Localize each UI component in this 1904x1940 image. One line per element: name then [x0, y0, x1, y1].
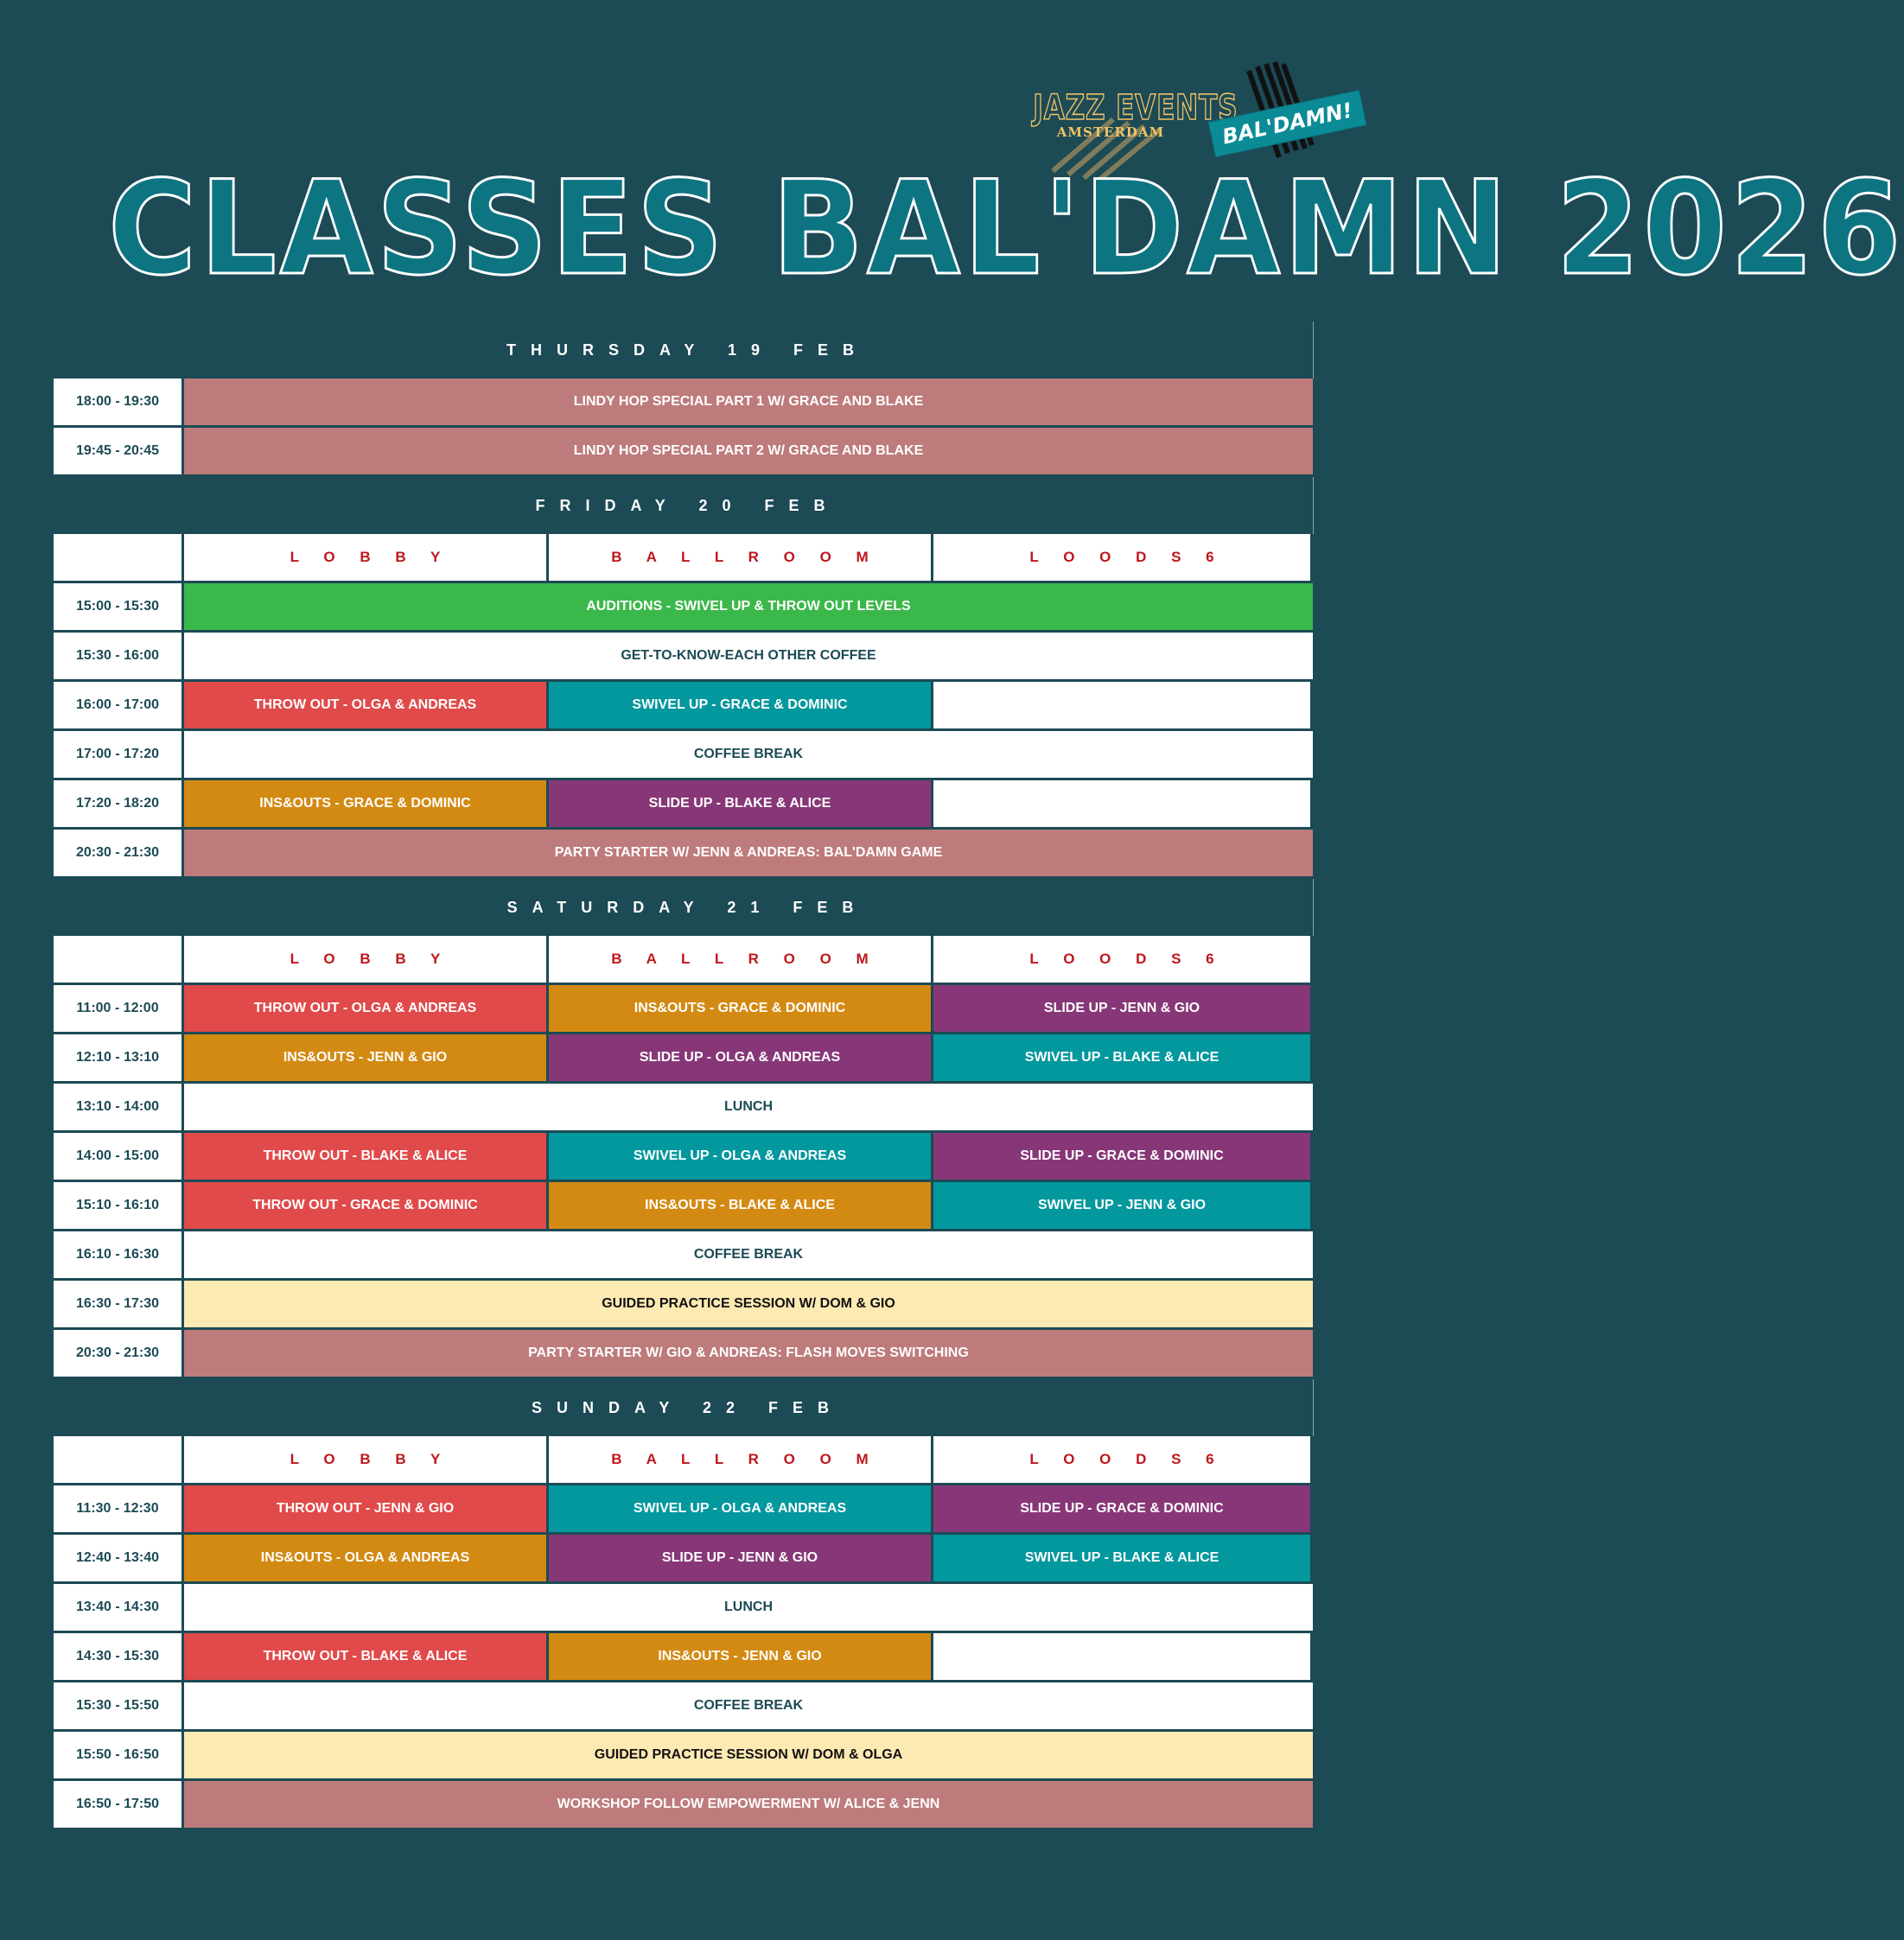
venue-loods6: L O O D S 6 — [933, 1436, 1310, 1483]
schedule-row — [54, 682, 1313, 728]
schedule-row — [54, 378, 1313, 425]
venue-ballroom: B A L L R O O M — [549, 534, 931, 581]
session-loods6 — [933, 780, 1310, 827]
time-slot: 16:50 - 17:50 — [54, 1781, 181, 1828]
session-full-width: COFFEE BREAK — [184, 731, 1313, 778]
time-slot: 14:00 - 15:00 — [54, 1133, 181, 1180]
venue-ballroom: B A L L R O O M — [549, 1436, 931, 1483]
session-lobby: THROW OUT - BLAKE & ALICE — [184, 1133, 546, 1180]
session-full-width: PARTY STARTER W/ GIO & ANDREAS: FLASH MOVES SWITCHING — [184, 1330, 1313, 1377]
session-full-width: PARTY STARTER W/ JENN & ANDREAS: BAL'DAMN GAME — [184, 830, 1313, 876]
day-header-sunday: SUNDAY 22 FEB — [54, 1379, 1314, 1436]
venue-lobby: L O B B Y — [184, 534, 546, 581]
time-slot: 11:30 - 12:30 — [54, 1485, 181, 1532]
session-loods6: SWIVEL UP - BLAKE & ALICE — [933, 1034, 1310, 1081]
session-lobby: THROW OUT - BLAKE & ALICE — [184, 1633, 546, 1680]
session-full-width: GUIDED PRACTICE SESSION W/ DOM & OLGA — [184, 1732, 1313, 1778]
session-full-width: AUDITIONS - SWIVEL UP & THROW OUT LEVELS — [184, 583, 1313, 630]
time-slot: 13:40 - 14:30 — [54, 1584, 181, 1631]
schedule-row — [54, 780, 1313, 827]
session-loods6 — [933, 1633, 1310, 1680]
schedule-row — [54, 1281, 1313, 1327]
time-slot: 17:20 - 18:20 — [54, 780, 181, 827]
time-slot: 18:00 - 19:30 — [54, 378, 181, 425]
session-ballroom: INS&OUTS - JENN & GIO — [549, 1633, 931, 1680]
session-loods6: SWIVEL UP - BLAKE & ALICE — [933, 1535, 1310, 1581]
jazz-events-logo — [1011, 88, 1239, 140]
schedule-row — [54, 1330, 1313, 1377]
session-ballroom: SLIDE UP - JENN & GIO — [549, 1535, 931, 1581]
session-ballroom: SWIVEL UP - OLGA & ANDREAS — [549, 1485, 931, 1532]
schedule-row — [54, 1133, 1313, 1180]
session-lobby: INS&OUTS - GRACE & DOMINIC — [184, 780, 546, 827]
venue-lobby: L O B B Y — [184, 1436, 546, 1483]
schedule-row — [54, 1584, 1313, 1631]
venue-header-row — [54, 1436, 1313, 1483]
jazz-events-title: JAZZ EVENTS — [1033, 88, 1239, 128]
session-ballroom: SLIDE UP - OLGA & ANDREAS — [549, 1034, 931, 1081]
venue-loods6: L O O D S 6 — [933, 534, 1310, 581]
schedule-row — [54, 583, 1313, 630]
time-slot: 12:10 - 13:10 — [54, 1034, 181, 1081]
schedule-row — [54, 1084, 1313, 1130]
session-ballroom: SLIDE UP - BLAKE & ALICE — [549, 780, 931, 827]
session-loods6: SLIDE UP - JENN & GIO — [933, 985, 1310, 1032]
day-header-saturday: SATURDAY 21 FEB — [54, 879, 1314, 936]
session-full-width: LUNCH — [184, 1084, 1313, 1130]
venue-lobby: L O B B Y — [184, 936, 546, 983]
day-header-friday: FRIDAY 20 FEB — [54, 477, 1314, 534]
time-slot: 15:30 - 15:50 — [54, 1682, 181, 1729]
schedule-row — [54, 1485, 1313, 1532]
session-ballroom: INS&OUTS - GRACE & DOMINIC — [549, 985, 931, 1032]
schedule-row — [54, 633, 1313, 679]
venue-corner-cell — [54, 1436, 181, 1483]
session-ballroom: INS&OUTS - BLAKE & ALICE — [549, 1182, 931, 1229]
venue-header-row — [54, 534, 1313, 581]
time-slot: 15:00 - 15:30 — [54, 583, 181, 630]
schedule-row — [54, 1682, 1313, 1729]
time-slot: 15:30 - 16:00 — [54, 633, 181, 679]
schedule-row — [54, 830, 1313, 876]
session-full-width: WORKSHOP FOLLOW EMPOWERMENT W/ ALICE & JENN — [184, 1781, 1313, 1828]
schedule-row — [54, 1182, 1313, 1229]
time-slot: 15:10 - 16:10 — [54, 1182, 181, 1229]
session-lobby: INS&OUTS - OLGA & ANDREAS — [184, 1535, 546, 1581]
time-slot: 16:10 - 16:30 — [54, 1231, 181, 1278]
session-loods6: SWIVEL UP - JENN & GIO — [933, 1182, 1310, 1229]
session-loods6: SLIDE UP - GRACE & DOMINIC — [933, 1133, 1310, 1180]
schedule-row — [54, 985, 1313, 1032]
venue-loods6: L O O D S 6 — [933, 936, 1310, 983]
baldamn-logo — [1210, 62, 1357, 166]
time-slot: 19:45 - 20:45 — [54, 428, 181, 474]
time-slot: 16:30 - 17:30 — [54, 1281, 181, 1327]
session-lobby: INS&OUTS - JENN & GIO — [184, 1034, 546, 1081]
session-loods6: SLIDE UP - GRACE & DOMINIC — [933, 1485, 1310, 1532]
session-ballroom: SWIVEL UP - OLGA & ANDREAS — [549, 1133, 931, 1180]
schedule-table — [54, 321, 1313, 1830]
time-slot: 17:00 - 17:20 — [54, 731, 181, 778]
session-full-width: LUNCH — [184, 1584, 1313, 1631]
time-slot: 16:00 - 17:00 — [54, 682, 181, 728]
schedule-row — [54, 1633, 1313, 1680]
time-slot: 14:30 - 15:30 — [54, 1633, 181, 1680]
session-full-width: GUIDED PRACTICE SESSION W/ DOM & GIO — [184, 1281, 1313, 1327]
schedule-row — [54, 1781, 1313, 1828]
day-header-thursday: THURSDAY 19 FEB — [54, 321, 1314, 378]
schedule-row — [54, 1732, 1313, 1778]
time-slot: 20:30 - 21:30 — [54, 1330, 181, 1377]
session-full-width: LINDY HOP SPECIAL PART 1 W/ GRACE AND BLAKE — [184, 378, 1313, 425]
schedule-row — [54, 1231, 1313, 1278]
time-slot: 15:50 - 16:50 — [54, 1732, 181, 1778]
time-slot: 20:30 - 21:30 — [54, 830, 181, 876]
venue-corner-cell — [54, 936, 181, 983]
page-title: CLASSES BAL'DAMN 2026 — [108, 154, 1904, 304]
session-full-width: LINDY HOP SPECIAL PART 2 W/ GRACE AND BLAKE — [184, 428, 1313, 474]
session-lobby: THROW OUT - OLGA & ANDREAS — [184, 985, 546, 1032]
schedule-row — [54, 1034, 1313, 1081]
session-lobby: THROW OUT - GRACE & DOMINIC — [184, 1182, 546, 1229]
venue-ballroom: B A L L R O O M — [549, 936, 931, 983]
session-ballroom: SWIVEL UP - GRACE & DOMINIC — [549, 682, 931, 728]
schedule-row — [54, 731, 1313, 778]
venue-corner-cell — [54, 534, 181, 581]
session-loods6 — [933, 682, 1310, 728]
session-lobby: THROW OUT - JENN & GIO — [184, 1485, 546, 1532]
jazz-events-subtitle: AMSTERDAM — [1056, 124, 1165, 140]
session-full-width: GET-TO-KNOW-EACH OTHER COFFEE — [184, 633, 1313, 679]
baldamn-badge: BAL'DAMN! — [1208, 90, 1367, 157]
time-slot: 13:10 - 14:00 — [54, 1084, 181, 1130]
venue-header-row — [54, 936, 1313, 983]
session-full-width: COFFEE BREAK — [184, 1682, 1313, 1729]
time-slot: 12:40 - 13:40 — [54, 1535, 181, 1581]
session-lobby: THROW OUT - OLGA & ANDREAS — [184, 682, 546, 728]
session-full-width: COFFEE BREAK — [184, 1231, 1313, 1278]
schedule-row — [54, 1535, 1313, 1581]
schedule-row — [54, 428, 1313, 474]
time-slot: 11:00 - 12:00 — [54, 985, 181, 1032]
